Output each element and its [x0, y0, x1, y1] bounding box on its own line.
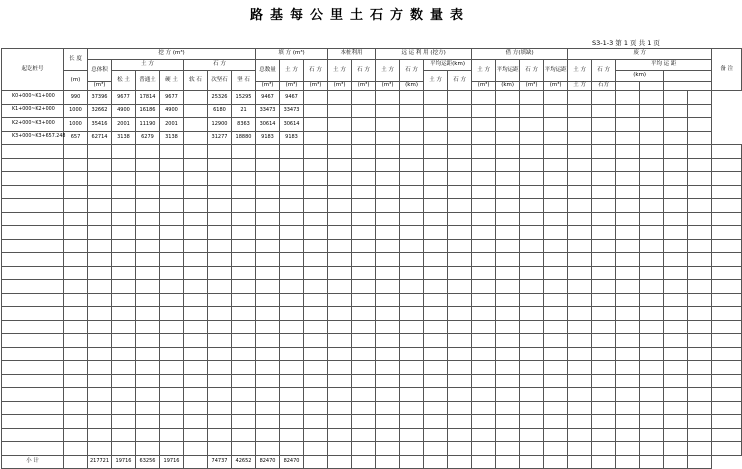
transport-rock-header: 石 方 — [400, 60, 424, 82]
section-cell: K1+000~K2+000 — [2, 104, 64, 118]
waste-blank-header — [664, 71, 712, 82]
soft-cell — [184, 91, 208, 105]
sub-hard-cell: 12900 — [208, 118, 232, 132]
fill-soil-cell: 33473 — [280, 104, 304, 118]
table-row — [2, 280, 742, 294]
length-header: 长 度 — [64, 49, 88, 71]
subtotal-label: 小 计 — [2, 455, 64, 469]
waste-dist-rock-header: 石方 — [592, 82, 616, 91]
soil-header: 土 方 — [112, 60, 184, 71]
table-row — [2, 185, 742, 199]
header-row-1 — [2, 49, 742, 60]
fill-total-cell: 9467 — [256, 91, 280, 105]
transport-dist-soil-header: 土 方 — [424, 71, 448, 91]
loose-soil-header: 松 土 — [112, 71, 136, 91]
subtotal-solid: 42652 — [232, 455, 256, 469]
fill-total-header: 总数量 — [256, 60, 280, 82]
soft-cell — [184, 118, 208, 132]
table-row — [2, 293, 742, 307]
table-row — [2, 442, 742, 456]
borrow-distance-2-header: 平均运距 — [544, 60, 568, 82]
sub-hard-cell: 31277 — [208, 131, 232, 145]
borrow-header: 借 方(填缺) — [472, 49, 568, 60]
sub-hard-rock-header: 次坚石 — [208, 71, 232, 91]
common-cell: 6279 — [136, 131, 160, 145]
table-row — [2, 415, 742, 429]
subtotal-fill-soil: 82470 — [280, 455, 304, 469]
solid-cell: 18880 — [232, 131, 256, 145]
table-row — [2, 199, 742, 213]
table-row — [2, 145, 742, 159]
waste-dist-soil-header: 土 方 — [568, 82, 592, 91]
table-row — [2, 307, 742, 321]
transport-distance-header: 平均运距(km) — [424, 60, 472, 71]
table-row — [2, 239, 742, 253]
fill-total-cell: 30614 — [256, 118, 280, 132]
solid-rock-header: 坚 石 — [232, 71, 256, 91]
table-row — [2, 253, 742, 267]
waste-distance-unit: (km) — [616, 71, 664, 82]
common-cell: 11190 — [136, 118, 160, 132]
subtotal-hard: 19716 — [160, 455, 184, 469]
borrow-distance-1-header: 平均运距 — [496, 60, 520, 82]
fill-soil-cell: 9467 — [280, 91, 304, 105]
soft-cell — [184, 104, 208, 118]
soft-rock-header: 软 石 — [184, 71, 208, 91]
common-cell: 17814 — [136, 91, 160, 105]
fill-soil-cell: 9183 — [280, 131, 304, 145]
rock-header: 石 方 — [184, 60, 256, 71]
table-row — [2, 172, 742, 186]
subtotal-total: 217721 — [88, 455, 112, 469]
header-row-2 — [2, 60, 742, 71]
loose-cell: 4900 — [112, 104, 136, 118]
waste-rock-header: 石 方 — [592, 60, 616, 82]
total-volume-header: 总体积 — [88, 60, 112, 82]
hard-cell: 3138 — [160, 131, 184, 145]
earthwork-sheet — [1, 48, 734, 465]
unit-cell: (m³) — [88, 82, 112, 91]
loose-cell: 2001 — [112, 118, 136, 132]
section-header: 起讫桩号 — [2, 49, 64, 91]
unit-cell: (m³) — [544, 82, 568, 91]
length-unit: (m) — [64, 71, 88, 91]
total-cell: 37396 — [88, 91, 112, 105]
waste-header: 废 方 — [568, 49, 712, 60]
local-use-header: 本桩利用 — [328, 49, 376, 60]
length-cell: 1000 — [64, 118, 88, 132]
table-row — [2, 91, 742, 105]
table-row — [2, 212, 742, 226]
sub-hard-cell: 6180 — [208, 104, 232, 118]
subtotal-row — [2, 455, 742, 469]
borrow-rock-header: 石 方 — [520, 60, 544, 82]
total-cell: 32662 — [88, 104, 112, 118]
fill-total-cell: 33473 — [256, 104, 280, 118]
table-row — [2, 266, 742, 280]
table-row — [2, 361, 742, 375]
table-row — [2, 104, 742, 118]
fill-soil-cell: 30614 — [280, 118, 304, 132]
waste-distance-header: 平均 运 距 — [616, 60, 712, 71]
unit-cell: (m³) — [352, 82, 376, 91]
unit-cell: (m³) — [520, 82, 544, 91]
table-row — [2, 334, 742, 348]
table-row — [2, 131, 742, 145]
page-number-label: S3-1-3 第 1 页 共 1 页 — [592, 39, 660, 47]
common-cell: 16186 — [136, 104, 160, 118]
hard-cell: 4900 — [160, 104, 184, 118]
length-cell: 1000 — [64, 104, 88, 118]
solid-cell: 21 — [232, 104, 256, 118]
section-cell: K0+000~K1+000 — [2, 91, 64, 105]
borrow-soil-header: 土 方 — [472, 60, 496, 82]
loose-cell: 9677 — [112, 91, 136, 105]
table-row — [2, 428, 742, 442]
local-soil-header: 土 方 — [328, 60, 352, 82]
table-row — [2, 374, 742, 388]
section-cell: K3+000~K3+657.248 — [2, 131, 64, 145]
document-title: 路基每公里土石方数量表 — [249, 8, 470, 23]
earthwork-table — [1, 48, 742, 469]
unit-cell: (km) — [400, 82, 424, 91]
unit-cell — [616, 82, 640, 91]
fill-rock-header: 石 方 — [304, 60, 328, 82]
sub-hard-cell: 25326 — [208, 91, 232, 105]
subtotal-loose: 19716 — [112, 455, 136, 469]
table-row — [2, 401, 742, 415]
subtotal-common: 63256 — [136, 455, 160, 469]
local-rock-header: 石 方 — [352, 60, 376, 82]
table-row — [2, 226, 742, 240]
length-cell: 990 — [64, 91, 88, 105]
soft-cell — [184, 131, 208, 145]
table-row — [2, 320, 742, 334]
unit-cell: (m³) — [256, 82, 280, 91]
solid-cell: 15295 — [232, 91, 256, 105]
total-cell: 35416 — [88, 118, 112, 132]
table-row — [2, 388, 742, 402]
unit-cell — [640, 82, 664, 91]
transport-dist-rock-header: 石 方 — [448, 71, 472, 91]
hard-cell: 9677 — [160, 91, 184, 105]
transport-soil-header: 土 方 — [376, 60, 400, 82]
table-row — [2, 118, 742, 132]
solid-cell: 8363 — [232, 118, 256, 132]
unit-cell: (m³) — [472, 82, 496, 91]
table-row — [2, 158, 742, 172]
section-cell: K2+000~K3+000 — [2, 118, 64, 132]
subtotal-fill-total: 82470 — [256, 455, 280, 469]
unit-cell: (m³) — [376, 82, 400, 91]
unit-cell: (m³) — [280, 82, 304, 91]
loose-cell: 3138 — [112, 131, 136, 145]
transport-use-header: 远 运 利 用 (挖方) — [376, 49, 472, 60]
hard-cell: 2001 — [160, 118, 184, 132]
fill-soil-header: 土 方 — [280, 60, 304, 82]
table-row — [2, 347, 742, 361]
fill-header: 填 方 (m³) — [256, 49, 328, 60]
remarks-header: 备 注 — [712, 49, 742, 91]
unit-cell: (m³) — [304, 82, 328, 91]
unit-cell: (m³) — [328, 82, 352, 91]
hard-soil-header: 硬 土 — [160, 71, 184, 91]
waste-soil-header: 土 方 — [568, 60, 592, 82]
length-cell: 657 — [64, 131, 88, 145]
subtotal-sub-hard: 74737 — [208, 455, 232, 469]
total-cell: 62714 — [88, 131, 112, 145]
common-soil-header: 普通土 — [136, 71, 160, 91]
fill-total-cell: 9183 — [256, 131, 280, 145]
unit-cell: (km) — [496, 82, 520, 91]
excavation-header: 挖 方 (m³) — [88, 49, 256, 60]
